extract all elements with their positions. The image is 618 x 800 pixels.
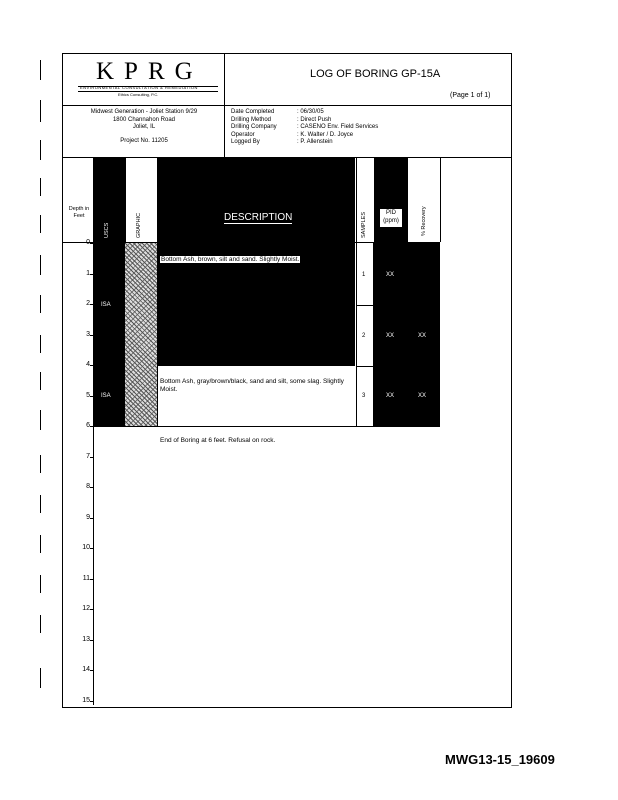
depth-tick-mark (90, 701, 94, 702)
layer-1-description: Bottom Ash, brown, silt and sand. Slightly Moist. (161, 256, 300, 263)
depth-tick-label: 10 (82, 544, 90, 551)
graphic-header: GRAPHIC (136, 212, 142, 238)
depth-tick-mark (90, 457, 94, 458)
depth-tick-label: 0 (86, 239, 90, 246)
info-row (231, 117, 378, 125)
layer-2-description-cell (157, 366, 356, 426)
header-rule (62, 105, 512, 106)
depth-tick-label: 3 (86, 330, 90, 338)
margin-mark (40, 372, 46, 390)
info-value: : CASENO Env. Field Services (297, 124, 379, 130)
depth-tick-mark (90, 579, 94, 580)
info-row (231, 109, 378, 117)
page-info: (Page 1 of 1) (450, 92, 491, 99)
depth-header: Depth in Feet (68, 206, 90, 219)
depth-tick-mark (90, 518, 94, 519)
depth-tick-mark (90, 548, 94, 549)
depth-tick-mark (90, 640, 94, 641)
margin-mark (40, 178, 46, 196)
pid-value: XX (386, 272, 395, 278)
sample-divider (356, 366, 374, 367)
graphic-column (125, 243, 157, 426)
margin-mark (40, 335, 46, 353)
samples-header: SAMPLES (361, 212, 367, 238)
depth-tick-mark (90, 487, 94, 488)
drilling-info (231, 109, 378, 147)
recovery-value: XX (418, 393, 427, 399)
depth-tick-label: 14 (82, 666, 90, 673)
margin-mark (40, 140, 46, 160)
info-row (231, 132, 378, 140)
description-header: DESCRIPTION (224, 212, 293, 223)
site-info (64, 109, 224, 145)
margin-mark (40, 615, 46, 633)
margin-mark (40, 100, 46, 122)
depth-tick-label: 8 (86, 483, 90, 490)
info-value: : Direct Push (297, 116, 332, 123)
logo-subline: Ethics Consulting, P.C. (118, 92, 159, 97)
document-id: MWG13-15_19609 (445, 752, 555, 767)
pid-header-cell (374, 158, 408, 242)
site-name: Midwest Generation - Joliet Station 9/29 (90, 109, 198, 115)
margin-mark (40, 215, 46, 233)
depth-tick-label: 11 (82, 574, 90, 582)
margin-mark (40, 255, 46, 275)
depth-tick-label: 5 (86, 391, 90, 399)
col-line (356, 243, 357, 426)
uscs-code: ISA (101, 302, 111, 308)
recovery-value: XX (418, 333, 427, 339)
depth-tick-label: 2 (86, 300, 90, 307)
depth-tick-mark (90, 609, 94, 610)
margin-mark (40, 60, 46, 80)
margin-mark (40, 295, 46, 313)
info-row (231, 124, 378, 132)
info-label: Drilling Company (231, 124, 277, 130)
margin-mark (40, 668, 46, 688)
col-line (356, 158, 357, 242)
site-city: Joliet, IL (132, 124, 156, 130)
recovery-header: % Recovery (421, 206, 427, 236)
info-row (231, 139, 378, 147)
end-of-boring-line (93, 426, 440, 427)
depth-tick-label: 15 (82, 696, 90, 704)
margin-mark (40, 535, 46, 553)
info-label: Date Completed (231, 109, 275, 115)
sample-divider (356, 305, 374, 306)
site-address: 1800 Channahon Road (112, 116, 176, 123)
pid-header: PID (ppm) (380, 209, 402, 227)
sample-number: 2 (362, 333, 366, 339)
info-value: : K. Walter / D. Joyce (297, 131, 354, 138)
pid-value: XX (386, 333, 395, 339)
depth-tick-label: 13 (82, 635, 90, 643)
depth-tick-label: 12 (82, 605, 90, 612)
col-line (440, 158, 441, 242)
depth-tick-label: 9 (86, 513, 90, 521)
project-number: Project No. 11205 (120, 137, 168, 144)
depth-tick-label: 6 (86, 422, 90, 429)
info-label: Operator (231, 131, 255, 138)
depth-tick-label: 7 (86, 452, 90, 460)
log-title: LOG OF BORING GP-15A (310, 68, 441, 80)
margin-mark (40, 495, 46, 513)
depth-tick-label: 1 (86, 269, 90, 277)
layer-2-description: Bottom Ash, gray/brown/black, sand and silt, some slag. Slightly Moist. (160, 378, 344, 393)
sample-number: 1 (362, 272, 366, 278)
sample-number: 3 (362, 393, 366, 399)
info-label: Logged By (231, 139, 260, 145)
logo-tagline: ENVIRONMENTAL CONSULTATION & REMEDIATION (80, 85, 198, 90)
company-logo: KPRG (96, 58, 203, 85)
uscs-header: USCS (104, 222, 110, 238)
pid-value: XX (386, 393, 395, 399)
uscs-code: ISA (101, 393, 111, 399)
margin-mark (40, 575, 46, 593)
info-label: Drilling Method (231, 116, 272, 123)
margin-mark (40, 410, 46, 430)
col-line (125, 158, 126, 242)
depth-tick-mark (90, 670, 94, 671)
depth-tick-label: 4 (86, 361, 90, 368)
description-header-cell (157, 158, 355, 242)
end-of-boring-note: End of Boring at 6 feet. Refusal on rock. (160, 437, 276, 444)
info-value: : P. Allenstein (297, 139, 333, 145)
col-line (373, 243, 374, 426)
pid-recovery-columns (374, 243, 440, 426)
margin-mark (40, 455, 46, 473)
info-value: : 06/30/05 (297, 109, 324, 115)
